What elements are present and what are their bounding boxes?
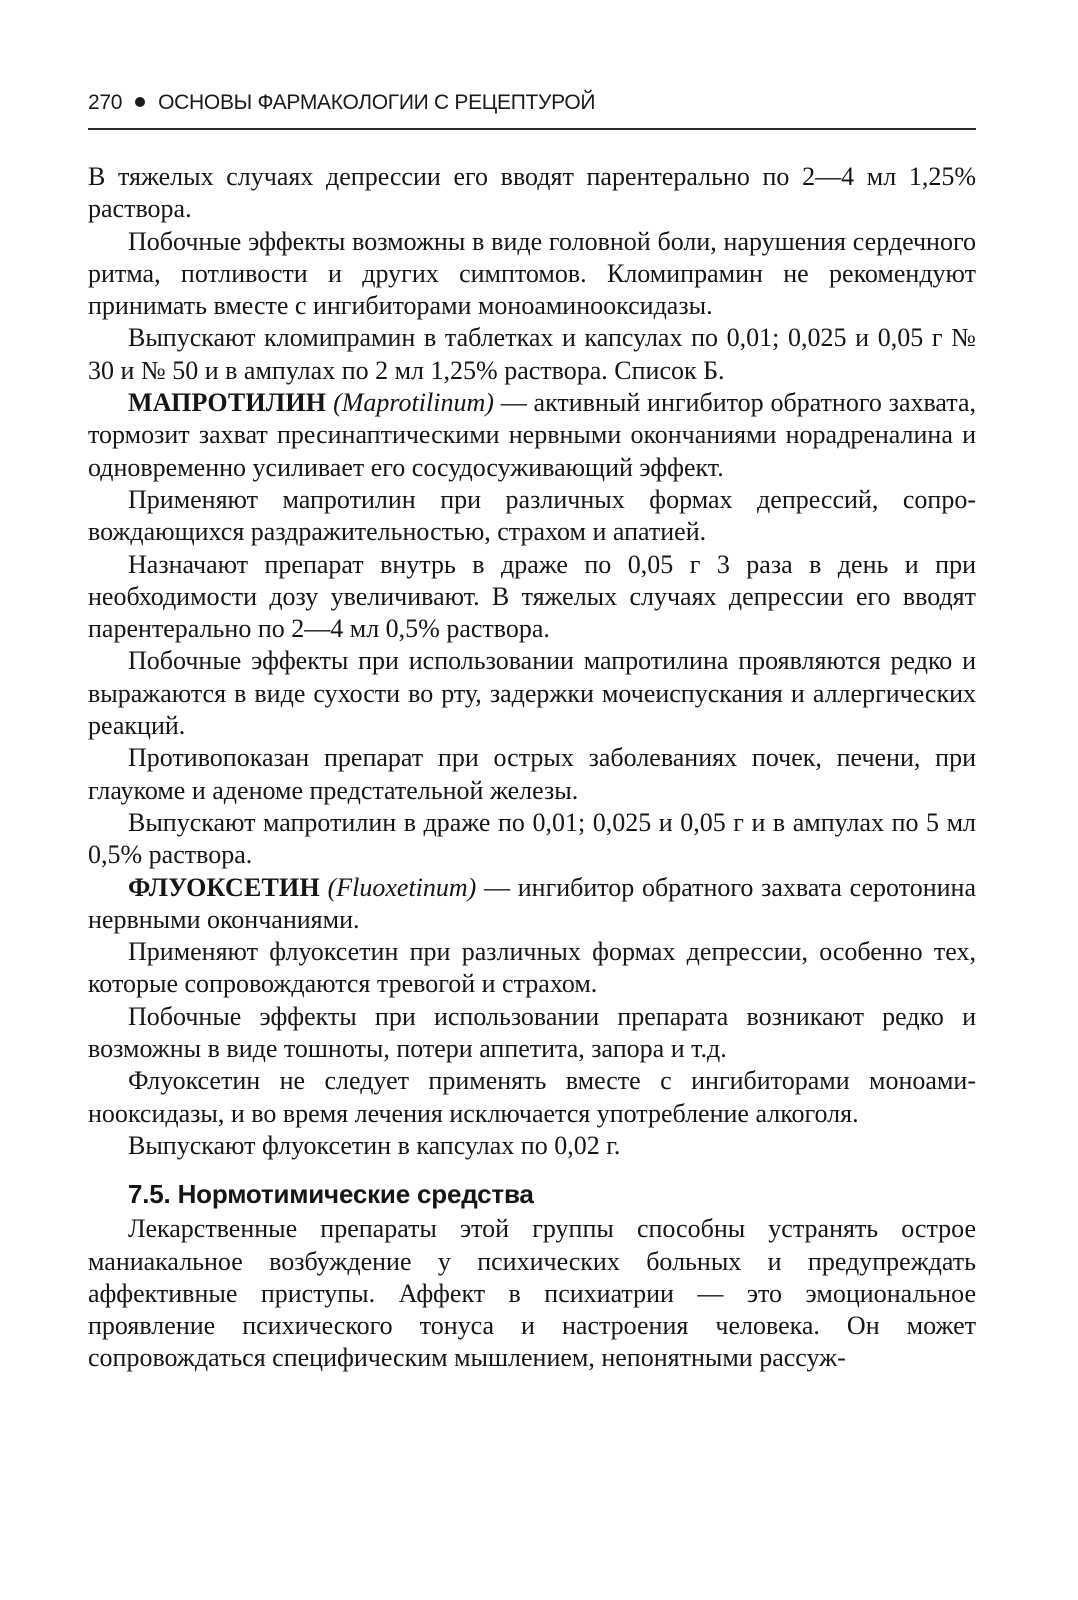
paragraph: Флуоксетин не следует применять вместе с ингибиторами моноаминооксидазы, и во время лечения исключается употребление алкоголя. bbox=[88, 1066, 976, 1128]
paragraph: Побочные эффекты возможны в виде головной боли, нарушения сердечного ритма, потливости и других симптомов. Кломипрамин не рекомендуют принимать вместе с ингибиторами моноаминооксидазы. bbox=[88, 226, 976, 321]
paragraph: Лекарственные препараты этой группы способны устранять острое маниакальное возбуждение у психических больных и предупреждать аффективные приступы. Аффект в психиатрии — это эмоциональное проявление психического тонуса и настроения человека. Он может сопровождаться специфическим мышлением, непонятными рассуж- bbox=[88, 1214, 976, 1373]
drug-entry-fluoxetine: ФЛУОКСЕТИН (Fluoxetinum) — ингибитор обратного захвата серотонина нервными окончаниями. bbox=[88, 872, 977, 934]
drug-name: МАПРОТИЛИН bbox=[128, 388, 327, 418]
paragraph: Побочные эффекты при использовании мапротилина проявляются редко и выражаются в виде сухости во рту, задержки мочеиспускания и аллергических реакций. bbox=[88, 646, 976, 741]
latin-name: (Maprotilinum) bbox=[333, 388, 494, 418]
paragraph: Противопоказан препарат при острых заболеваниях почек, печени, при глаукоме и аденоме предстательной железы. bbox=[88, 743, 976, 805]
latin-name: (Fluoxetinum) bbox=[327, 872, 477, 902]
drug-entry-maprotiline: МАПРОТИЛИН (Maprotilinum) — активный ингибитор обратного захвата, тормозит захват пресинаптическими нервными окончаниями норадреналина и одновременно усиливает его сосудосуживающий эффект. bbox=[88, 388, 977, 482]
paragraph: В тяжелых случаях депрессии его вводят парентерально по 2—4 мл 1,25% раствора. bbox=[88, 162, 976, 224]
running-title: ОСНОВЫ ФАРМАКОЛОГИИ С РЕЦЕПТУРОЙ bbox=[158, 91, 596, 114]
drug-name: ФЛУОКСЕТИН bbox=[128, 872, 320, 902]
paragraph: Выпускают флуоксетин в капсулах по 0,02 г. bbox=[128, 1130, 621, 1160]
paragraph: Применяют флуоксетин при различных формах депрессии, особенно тех, которые сопровождаются тревогой и страхом. bbox=[88, 937, 976, 999]
section-heading: 7.5. Нормотимические средства bbox=[128, 1179, 534, 1210]
running-header bbox=[88, 91, 988, 115]
paragraph: Выпускают мапротилин в драже по 0,01; 0,025 и 0,05 г и в ампулах по 5 мл 0,5% раствора. bbox=[88, 807, 976, 870]
paragraph: Побочные эффекты при использовании препарата возникают редко и возможны в виде тошноты, потери аппетита, запора и т.д. bbox=[88, 1001, 976, 1064]
paragraph: Выпускают кломипрамин в таблетках и капсулах по 0,01; 0,025 и 0,05 г № 30 и № 50 и в ампулах по 2 мл 1,25% раствора. Список Б. bbox=[88, 323, 976, 385]
page-number: 270 bbox=[88, 91, 123, 114]
header-rule bbox=[88, 128, 976, 130]
paragraph: Применяют мапротилин при различных формах депрессий, сопровождающихся раздражительностью, страхом и апатией. bbox=[88, 484, 976, 547]
paragraph: Назначают препарат внутрь в драже по 0,05 г 3 раза в день и при необходимости дозу увеличивают. В тяжелых случаях депрессии его вводят парентерально по 2—4 мл 0,5% раствора. bbox=[88, 549, 976, 644]
bullet-icon bbox=[135, 97, 145, 107]
text-body bbox=[88, 161, 976, 1375]
